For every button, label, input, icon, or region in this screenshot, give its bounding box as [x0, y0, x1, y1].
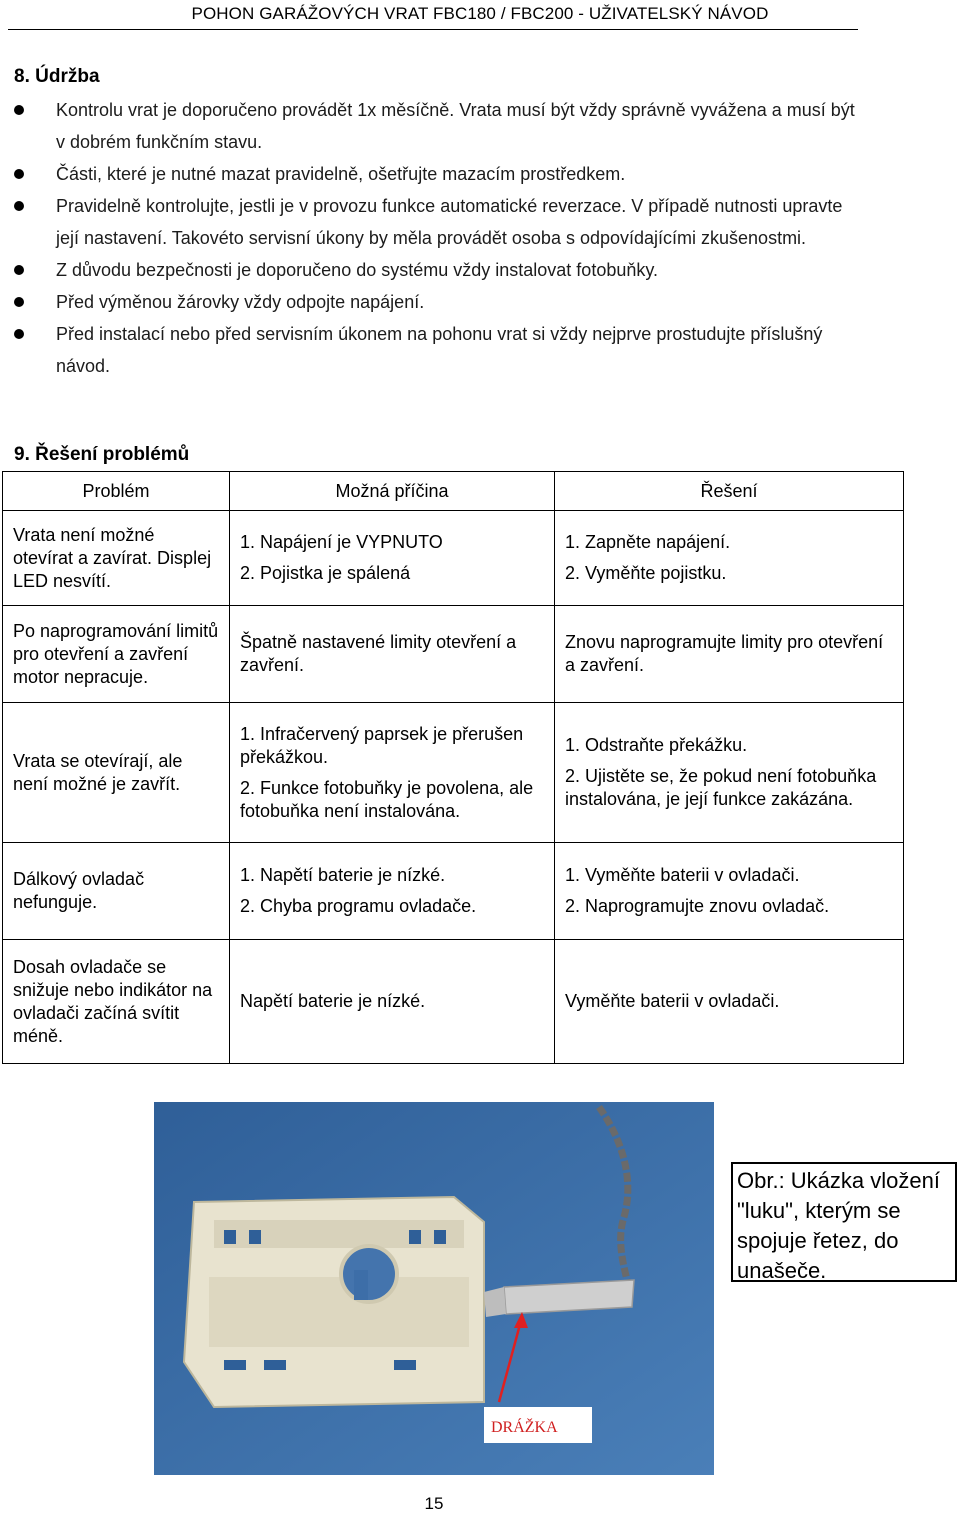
chain-slider-illustration	[154, 1102, 714, 1475]
table-header-row	[3, 472, 904, 511]
problem-cell: Vrata se otevírají, ale není možné je zavřít.	[3, 703, 230, 843]
bullet-icon	[14, 329, 24, 339]
solution-cell: 1. Vyměňte baterii v ovladači. 2. Naprogramujte znovu ovladač.	[555, 843, 904, 940]
bullet-icon	[14, 105, 24, 115]
list-item: Pravidelně kontrolujte, jestli je v provozu funkce automatické reverzace. V případě nutnosti upravte její nastavení. Takovéto servisní úkony by měla provádět osoba s odpovídajícími zkušenostmi.	[14, 190, 914, 254]
page-header: POHON GARÁŽOVÝCH VRAT FBC180 / FBC200 - UŽIVATELSKÝ NÁVOD	[191, 4, 769, 23]
section-heading-maintenance: 8. Údržba	[14, 66, 100, 87]
column-header-solution: Řešení	[555, 472, 904, 511]
bullet-icon	[14, 201, 24, 211]
cause-cell: Napětí baterie je nízké.	[230, 940, 555, 1064]
table-row	[3, 703, 904, 843]
solution-cell: Vyměňte baterii v ovladači.	[555, 940, 904, 1064]
troubleshooting-table	[2, 471, 904, 1064]
column-header-problem: Problém	[3, 472, 230, 511]
bullet-icon	[14, 265, 24, 275]
table-row	[3, 843, 904, 940]
list-item: Z důvodu bezpečnosti je doporučeno do systému vždy instalovat fotobuňky.	[14, 254, 914, 286]
solution-cell: Znovu naprogramujte limity pro otevření a zavření.	[555, 606, 904, 703]
page-number: 15	[424, 1494, 444, 1513]
list-item: Kontrolu vrat je doporučeno provádět 1x měsíčně. Vrata musí být vždy správně vyvážena a musí být v dobrém funkčním stavu.	[14, 94, 914, 158]
list-item: Před výměnou žárovky vždy odpojte napájení.	[14, 286, 914, 318]
table-row	[3, 511, 904, 606]
column-header-cause: Možná příčina	[230, 472, 555, 511]
cause-cell: 1. Napájení je VYPNUTO 2. Pojistka je spálená	[230, 511, 555, 606]
bullet-icon	[14, 297, 24, 307]
list-item: Části, které je nutné mazat pravidelně, ošetřujte mazacím prostředkem.	[14, 158, 914, 190]
header-rule	[8, 29, 858, 30]
cause-cell: 1. Infračervený paprsek je přerušen překážkou. 2. Funkce fotobuňky je povolena, ale fotobuňka není instalována.	[230, 703, 555, 843]
product-photo	[154, 1102, 714, 1475]
list-item: Před instalací nebo před servisním úkonem na pohonu vrat si vždy nejprve prostudujte příslušný návod.	[14, 318, 914, 382]
table-row	[3, 606, 904, 703]
problem-cell: Dosah ovladače se snižuje nebo indikátor na ovladači začíná svítit méně.	[3, 940, 230, 1064]
cause-cell: Špatně nastavené limity otevření a zavření.	[230, 606, 555, 703]
cause-cell: 1. Napětí baterie je nízké. 2. Chyba programu ovladače.	[230, 843, 555, 940]
problem-cell: Dálkový ovladač nefunguje.	[3, 843, 230, 940]
bullet-icon	[14, 169, 24, 179]
table-row	[3, 940, 904, 1064]
problem-cell: Po naprogramování limitů pro otevření a zavření motor nepracuje.	[3, 606, 230, 703]
solution-cell: 1. Odstraňte překážku. 2. Ujistěte se, že pokud není fotobuňka instalována, je její funkce zakázána.	[555, 703, 904, 843]
problem-cell: Vrata není možné otevírat a zavírat. Displej LED nesvítí.	[3, 511, 230, 606]
photo-caption: Obr.: Ukázka vložení "luku", kterým se spojuje řetez, do unašeče.	[731, 1162, 957, 1282]
drazka-label: DRÁŽKA	[491, 1419, 558, 1436]
maintenance-list	[14, 94, 914, 382]
section-heading-troubleshooting: 9. Řešení problémů	[14, 444, 190, 465]
solution-cell: 1. Zapněte napájení. 2. Vyměňte pojistku.	[555, 511, 904, 606]
